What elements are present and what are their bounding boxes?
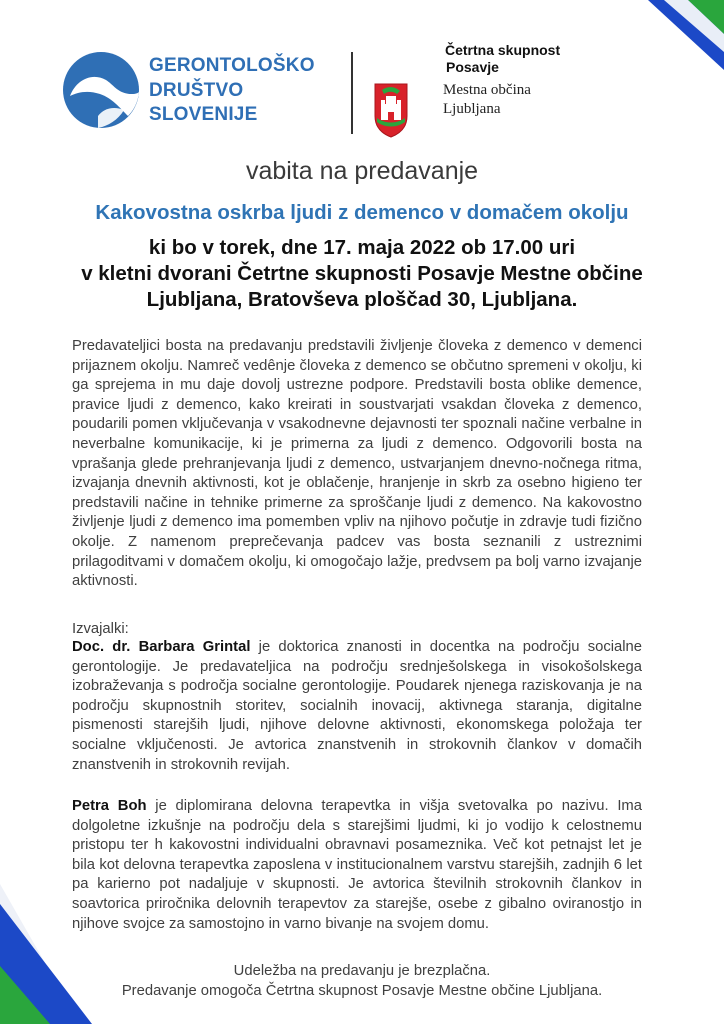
event-details — [40, 235, 684, 313]
municipality-name-line: Mestna občina — [443, 82, 531, 98]
event-details-line: Ljubljana, Bratovševa ploščad 30, Ljubljana. — [146, 288, 578, 311]
society-name-line: SLOVENIJE — [149, 104, 258, 125]
lecturer-name: Doc. dr. Barbara Grintal — [72, 639, 251, 655]
footer-line: Udeležba na predavanju je brezplačna. — [233, 963, 491, 979]
event-details-line: v kletni dvorani Četrtne skupnosti Posavje Mestne občine — [81, 262, 643, 285]
municipality-name-line: Ljubljana — [443, 101, 501, 117]
header-divider — [351, 52, 353, 134]
lecturers-label: Izvajalki: — [72, 621, 129, 637]
society-name-line: GERONTOLOŠKO — [149, 55, 315, 76]
society-name-line: DRUŠTVO — [149, 79, 244, 101]
lecturer-bio — [72, 797, 642, 934]
event-details-line: ki bo v torek, dne 17. maja 2022 ob 17.00 uri — [148, 236, 576, 259]
footer — [0, 962, 724, 1001]
lecture-title: Kakovostna oskrba ljudi z demenco v domačem okolju — [95, 201, 629, 224]
lecturer-bio-text: je diplomirana delovna terapevtka in višja svetovalka po nazivu. Ima dolgoletne izkušnje na področju dela s starejšimi ljudmi, ki jo vodijo k celostnemu pristopu ter h kakovostni individualni obravnavi posameznika. Več kot petnajst let je bila kot delovna terapevtka zaposlena v institucionalnem varstvu starejših, zadnjih 6 let pa karierno pot nadaljuje v skupnosti. Je avtorica številnih strokovnih člankov in soavtorica priročnika delovnih terapevtov za starejše, osebe z gibalno oviranostjo in njihove svojce za samostojno in varno bivanje na svojem domu. — [72, 798, 642, 932]
community-name — [445, 42, 560, 76]
municipality-name — [443, 81, 531, 119]
ljubljana-crest-icon — [373, 82, 409, 138]
footer-line: Predavanje omogoča Četrtna skupnost Posavje Mestne občine Ljubljana. — [121, 982, 603, 999]
gerontological-society-logo — [62, 50, 140, 130]
community-name-line: Četrtna skupnost — [445, 42, 561, 58]
lecture-description: Predavateljici bosta na predavanju predstavili življenje človeka z demenco v demenci prijaznem okolju. Namreč vedênje človeka z demenco se občutno spremeni v okolju, ki ga sprejema in mu daje dovolj ustrezne podpore. Predstavili bosta oblike demence, pravice ljudi z demenco, kako kreirati in soustvarjati vsakdan človeka z demenco, poudarili pomen vključevanja v vsakodnevne dejavnosti ter spoznali načine verbalne in neverbalne komunikacije, ki je primerna za ljudi z demenco. Odgovorili bosta na vprašanja glede prehranjevanja ljudi z demenco, ustvarjanjem dnevno-nočnega ritma, izvajanja dnevnih aktivnosti, kot je oblačenje, hranjenje in skrb za osebno higieno ter predstavili načine in tehnike primerne za sproščanje ljudi z demenco. Na kakovostno življenje ljudi z demenco ima pomemben vpliv na njihovo počutje in zdravje tudi fizično okolje. Z namenom preprečevanja padcev vas bosta seznanili z ustreznimi prilagoditvami v domačem okolju, ki omogočajo lažje, predvsem pa bolj varno izvajanje aktivnosti. — [72, 338, 642, 590]
header — [0, 0, 724, 150]
community-name-line: Posavje — [446, 59, 499, 75]
lecturer-bio — [72, 638, 642, 775]
lecturer-bio-text: je doktorica znanosti in docentka na področju socialne gerontologije. Je predavateljica na področju srednješolskega in visokošolskega izobraževanja s področja socialne gerontologije. Poudarek njenega raziskovanja je na področju skupnostnih storitev, socialnih inovacij, aktivnega staranja, digitalne pismenosti starejših ljudi, njihove delovne aktivnosti, ekonomskega položaja ter socialne vključenosti. Je avtorica znanstvenih in strokovnih člankov v domačih znanstvenih in strokovnih revijah. — [72, 639, 642, 773]
society-name — [149, 54, 349, 128]
invitation-heading: vabita na predavanje — [245, 157, 479, 185]
lecturer-name: Petra Boh — [72, 798, 147, 814]
